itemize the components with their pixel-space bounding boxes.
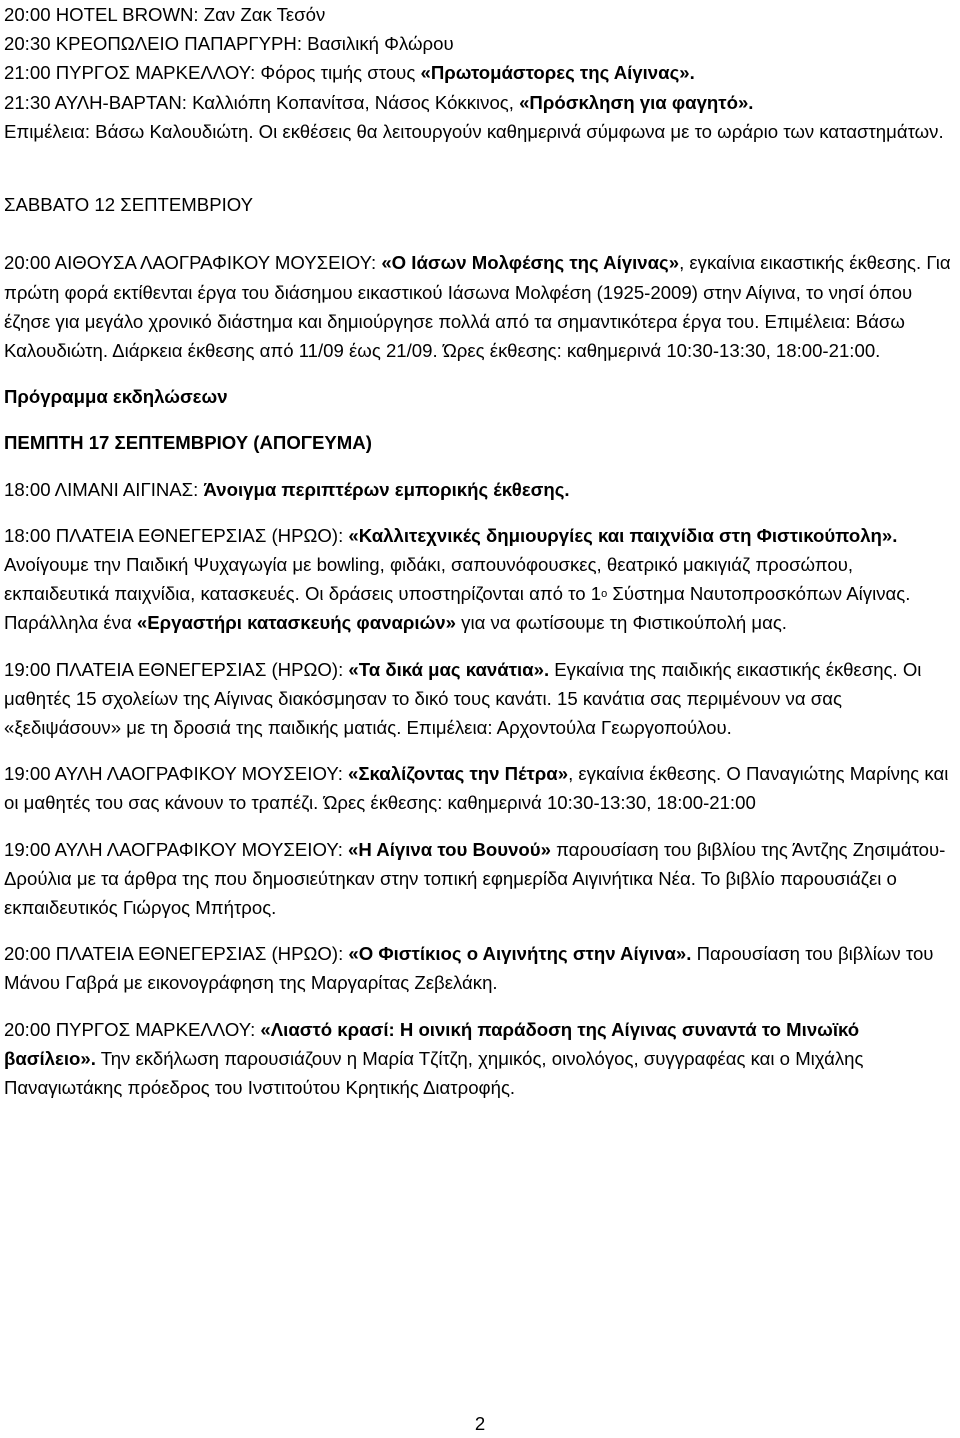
event-aigina-vounou (4, 835, 952, 923)
bold-title: «Πρωτομάστορες της Αίγινας». (420, 62, 695, 84)
text-span: 19:00 ΑΥΛΗ ΛΑΟΓΡΑΦΙΚΟΥ ΜΟΥΣΕΙΟΥ: (4, 838, 349, 860)
event-liasto-krasi (4, 1015, 952, 1103)
text-span: Εγκαίνια της παιδικής εικαστικής έκθεσης. Οι μαθητές 15 σχολείων της Αίγινας διακόσμησαν το δικό τους κανάτι. 15 κανάτια σας περιμένουν να σας «ξεδιψάσουν» με τη δροσιά της παιδικής ματιάς. Επιμέλεια: Αρχοντούλα Γεωργοπούλου. (4, 658, 922, 739)
bold-title: «Σκαλίζοντας την Πέτρα» (348, 763, 569, 785)
saturday-heading: ΣΑΒΒΑΤΟ 12 ΣΕΠΤΕΜΒΡΙΟΥ (4, 194, 254, 216)
intro-line-kreopoleio: 20:30 ΚΡΕΟΠΩΛΕΙΟ ΠΑΠΑΡΓΥΡΗ: Βασιλική Φλώρου (4, 33, 454, 55)
thursday-heading (4, 428, 952, 457)
bold-title: Άνοιγμα περιπτέρων εμπορικής έκθεσης. (203, 478, 570, 500)
intro-line-pyrgos (4, 58, 952, 87)
event-kanatia (4, 655, 952, 743)
text-span: παρουσίαση του βιβλίου της Άντζης Ζησιμάτου-Δρούλια με τα άρθρα της που δημοσιεύτηκαν στην τοπική εφημερίδα Αιγινήτικα Νέα. Το βιβλίο παρουσιάζει ο εκπαιδευτικός Γιώργος Μπήτρος. (4, 838, 946, 919)
text-span: 20:00 ΠΛΑΤΕΙΑ ΕΘΝΕΓΕΡΣΙΑΣ (ΗΡΩΟ): (4, 943, 349, 965)
text-span: Σύστημα Ναυτοπροσκόπων Αίγινας. Παράλληλα ένα (4, 583, 911, 634)
text-span: 20:00 ΑΙΘΟΥΣΑ ΛΑΟΓΡΑΦΙΚΟΥ ΜΟΥΣΕΙΟΥ: (4, 252, 382, 274)
text-span: 18:00 ΠΛΑΤΕΙΑ ΕΘΝΕΓΕΡΣΙΑΣ (ΗΡΩΟ): (4, 524, 349, 546)
bold-title: «Εργαστήρι κατασκευής φαναριών» (136, 612, 456, 634)
bold-title: «Ο Φιστίκιος ο Αιγινήτης στην Αίγινα». (348, 943, 692, 965)
bold-title: «Ο Ιάσων Μολφέσης της Αίγινας» (381, 252, 680, 274)
text-span: 19:00 ΠΛΑΤΕΙΑ ΕΘΝΕΓΕΡΣΙΑΣ (ΗΡΩΟ): (4, 658, 349, 680)
text-span: για να φωτίσουμε τη Φιστικούπολή μας. (455, 612, 787, 634)
superscript: ο (601, 588, 608, 601)
intro-line-avli-vartan (4, 88, 952, 117)
bold-title: «Πρόσκληση για φαγητό». (519, 91, 754, 113)
program-heading (4, 382, 952, 411)
bold-heading: ΠΕΜΠΤΗ 17 ΣΕΠΤΕΜΒΡΙΟΥ (ΑΠΟΓΕΥΜΑ) (4, 432, 372, 454)
page-number: 2 (474, 1413, 486, 1434)
text-span: 18:00 ΛΙΜΑΝΙ ΑΙΓΙΝΑΣ: (4, 478, 204, 500)
text-span: Παρουσίαση του βιβλίων του Μάνου Γαβρά με εικονογράφηση της Μαργαρίτας Ζεβελάκη. (4, 943, 934, 994)
text-span: 21:30 ΑΥΛΗ-ΒΑΡΤΑΝ: Καλλιόπη Κοπανίτσα, Νάσος Κόκκινος, (4, 91, 520, 113)
intro-note: Επιμέλεια: Βάσω Καλουδιώτη. Οι εκθέσεις θα λειτουργούν καθημερινά σύμφωνα με το ωράριο των καταστημάτων. (4, 120, 944, 142)
intro-line-hotel-brown: 20:00 HOTEL BROWN: Ζαν Ζακ Τεσόν (4, 4, 326, 25)
text-span: 21:00 ΠΥΡΓΟΣ ΜΑΡΚΕΛΛΟΥ: Φόρος τιμής στους (4, 62, 421, 84)
event-fistikios (4, 939, 952, 997)
bold-heading: Πρόγραμμα εκδηλώσεων (4, 386, 228, 408)
event-skalizontas (4, 759, 952, 817)
saturday-paragraph (4, 248, 952, 365)
text-span: , εγκαίνια έκθεσης. Ο Παναγιώτης Μαρίνης και οι μαθητές του σας κάνουν το τραπέζι. Ώρες έκθεσης: καθημερινά 10:30-13:30, 18:00-21:00 (4, 763, 949, 814)
bold-title: «Η Αίγινα του Βουνού» (348, 838, 551, 860)
text-span: 20:00 ΠΥΡΓΟΣ ΜΑΡΚΕΛΛΟΥ: (4, 1018, 261, 1040)
text-span: Ανοίγουμε την Παιδική Ψυχαγωγία με bowling, φιδάκι, σαπουνόφουσκες, θεατρικό μακιγιάζ προσώπου, εκπαιδευτικά παιχνίδια, κατασκευές. Οι δράσεις υποστηρίζονται από το 1 (4, 554, 854, 605)
bold-title: «Καλλιτεχνικές δημιουργίες και παιχνίδια στη Φιστικούπολη». (348, 524, 898, 546)
bold-title: «Τα δικά μας κανάτια». (348, 658, 550, 680)
text-span: Την εκδήλωση παρουσιάζουν η Μαρία Τζίτζη, χημικός, οινολόγος, συγγραφέας και ο Μιχάλης Παναγιωτάκης πρόεδρος του Ινστιτούτου Κρητικής Διατροφής. (4, 1047, 864, 1099)
bold-title: «Λιαστό κρασί: Η οινική παράδοση της Αίγινας συναντά το Μινωϊκό βασίλειο». (4, 1018, 860, 1069)
page-content (4, 0, 952, 1102)
text-span: , εγκαίνια εικαστικής έκθεσης. Για πρώτη φορά εκτίθενται έργα του διάσημου εικαστικού Ιάσωνα Μολφέση (1925-2009) στην Αίγινα, το νησί όπου έζησε για μεγάλο χρονικό διάστημα και δημιούργησε πολλά από τα σημαντικότερα έργα του. Επιμέλεια: Βάσω Καλουδιώτη. Διάρκεια έκθεσης από 11/09 έως 21/09. Ώρες έκθεσης: καθημερινά 10:30-13:30, 18:00-21:00. (4, 252, 951, 362)
event-fistikoupoli (4, 521, 952, 638)
event-limani (4, 475, 952, 504)
text-span: 19:00 ΑΥΛΗ ΛΑΟΓΡΑΦΙΚΟΥ ΜΟΥΣΕΙΟΥ: (4, 763, 349, 785)
